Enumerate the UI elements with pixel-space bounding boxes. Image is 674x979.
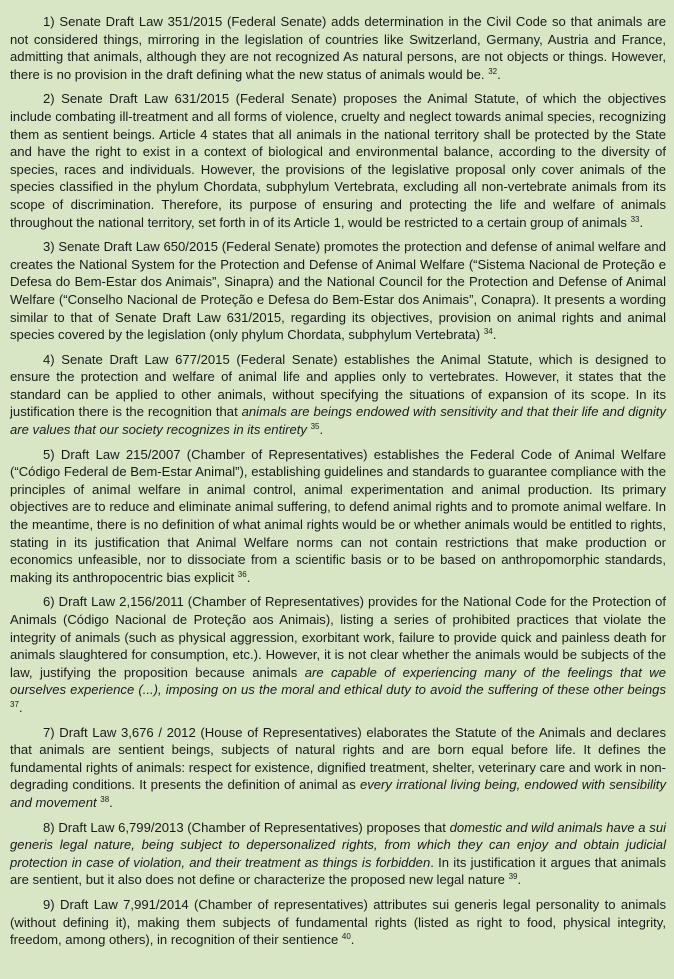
italic-quote: animals are beings endowed with sensitivity and that their life and dignity are values that our society recognizes in its entirety xyxy=(10,404,666,438)
footnote-ref: 34 xyxy=(483,327,493,337)
italic-quote: are capable of experiencing many of the feelings that we ourselves experience (...), imposing on us the moral and ethical duty to avoid the suffering of these other beings xyxy=(10,664,666,698)
footnote-ref: 40 xyxy=(341,932,351,942)
paragraph-8: 8) Draft Law 6,799/2013 (Chamber of Representatives) proposes that domestic and wild animals have a sui generis legal nature, being subject to depersonalized rights, from which they can enjoy and obtain judicial protection in case of violation, and their treatment as things is forbidden. In its justification it argues that animals are sentient, but it also does not define or characterize the proposed new legal nature $^{39}$. xyxy=(10,819,667,888)
paragraph-text: 4) Senate Draft Law 677/2015 (Federal Senate) establishes the Animal Statute, which is designed to ensure the protection and welfare of animal life and applies only to vertebrates. However, it states that the standard can be applied to other animals, without specifying the situations of expansion of its scope. In its justification there is the recognition that xyxy=(10,351,666,420)
paragraph-4: 4) Senate Draft Law 677/2015 (Federal Senate) establishes the Animal Statute, which is designed to ensure the protection and welfare of animal life and applies only to vertebrates. However, it states that the standard can be applied to other animals, without specifying the situations of expansion of its scope. In its justification there is the recognition that animals are beings endowed with sensitivity and that their life and dignity are values that our society recognizes in its entirety $^{35}$. xyxy=(10,351,666,438)
paragraph-text: 5) Draft Law 215/2007 (Chamber of Representatives) establishes the Federal Code of Animal Welfare (“Código Federal de Bem-Estar Animal”), establishing guidelines and standards to guarantee compliance with the principles of animal welfare in animal control, animal experimentation and animal production. Its primary objectives are to reduce and eliminate animal suffering, to defend animal rights and to promote animal welfare. In the meantime, there is no definition of what animal rights would be or whether animals would be entitled to rights, stating in its justification that Animal Welfare norms can not contain restrictions that make production or economics unfeasible, nor to dissociate from a scientific basis or to be based on anthropomorphic standards, making its anthropocentric bias explicit xyxy=(10,446,666,585)
footnote-ref: 38 xyxy=(100,794,110,804)
paragraph-text: 8) Draft Law 6,799/2013 (Chamber of Representatives) proposes that xyxy=(43,819,450,835)
paragraph-text: 6) Draft Law 2,156/2011 (Chamber of Representatives) provides for the National Code for the Protection of Animals (Código Nacional de Proteção aos Animais), listing a series of prohibited practices that violate the integrity of animals (such as physical aggression, exorbitant work, failure to provide quick and painless death for animals slaughtered for consumption, etc.). However, it is not clear whether the animals would be subjects of the law, justifying the proposition because animals xyxy=(10,594,666,680)
paragraph-1: 1) Senate Draft Law 351/2015 (Federal Senate) adds determination in the Civil Code so that animals are not considered things, mirroring in the legislation of countries like Switzerland, Germany, Austria and France, admitting that animals, although they are not recognized As natural persons, are not objects or things. However, there is no provision in the draft defining what the new status of animals would be. $^{32}$. xyxy=(10,14,666,82)
paragraph-9: 9) Draft Law 7,991/2014 (Chamber of representatives) attributes sui generis legal personality to animals (without defining it), making them subjects of fundamental rights (listed as right to food, physical integrity, freedom, among others), in recognition of their sentience $^{40}$. xyxy=(10,896,666,948)
paragraph-2: 2) Senate Draft Law 631/2015 (Federal Senate) proposes the Animal Statute, of which the objectives include combating ill-treatment and all forms of violence, cruelty and neglect towards animal species, recognizing them as sentient beings. Article 4 states that all animals in the national territory shall be protected by the State and have the right to exist in a context of biological and environmental balance, according to the diversity of species, races and individuals. However, the provisions of the legislative proposal only cover animals of the species classified in the phylum Chordata, subphylum Vertebrata, excluding all non-vertebrate animals from its scope of discrimination. Therefore, its purpose of ensuring and protecting the life and welfare of animals throughout the national territory, set forth in of its Article 1, would be restricted to a certain group of animals $^{33}$. xyxy=(10,91,666,230)
paragraph-text: 7) Draft Law 3,676 / 2012 (House of Representatives) elaborates the Statute of the Animals and declares that animals are sentient beings, subjects of natural rights and are born equal before life. It defines the fundamental rights of animals: respect for existence, dignified treatment, shelter, veterinary care and work in non-degrading conditions. It presents the definition of animal as xyxy=(10,724,666,793)
footnote-ref: 39 xyxy=(508,872,518,882)
footnote-ref: 37 xyxy=(10,699,19,709)
paragraph-7: 7) Draft Law 3,676 / 2012 (House of Representatives) elaborates the Statute of the Animals and declares that animals are sentient beings, subjects of natural rights and are born equal before life. It defines the fundamental rights of animals: respect for existence, dignified treatment, shelter, veterinary care and work in non-degrading conditions. It presents the definition of animal as every irrational living being, endowed with sensibility and movement $^{38}$. xyxy=(10,724,666,810)
footnote-ref: 32 xyxy=(488,66,498,76)
paragraph-3: 3) Senate Draft Law 650/2015 (Federal Senate) promotes the protection and defense of animal welfare and creates the National System for the Protection and Defense of Animal Welfare (“Sistema Nacional de Proteção e Defesa do Bem-Estar dos Animais”, Sinapra) and the National Council for the Protection and Defense of Animal Welfare (“Conselho Nacional de Proteção e Defesa do Bem-Estar dos Animais”, Conapra). It presents a wording similar to that of Senate Draft Law 631/2015, regarding its objectives, provision on animal rights and animal species covered by the legislation (only phylum Chordata, subphylum Vertebrata) $^{34}$. xyxy=(10,239,666,343)
paragraph-text: 9) Draft Law 7,991/2014 (Chamber of representatives) attributes sui generis legal personality to animals (without defining it), making them subjects of fundamental rights (listed as right to food, physical integrity, freedom, among others), in recognition of their sentience xyxy=(10,896,666,948)
paragraph-text: 2) Senate Draft Law 631/2015 (Federal Senate) proposes the Animal Statute, of which the objectives include combating ill-treatment and all forms of violence, cruelty and neglect towards animal species, recognizing them as sentient beings. Article 4 states that all animals in the national territory shall be protected by the State and have the right to exist in a context of biological and environmental balance, according to the diversity of species, races and individuals. However, the provisions of the legislative proposal only cover animals of the species classified in the phylum Chordata, subphylum Vertebrata, excluding all non-vertebrate animals from its scope of discrimination. Therefore, its purpose of ensuring and protecting the life and welfare of animals throughout the national territory, set forth in of its Article 1, would be restricted to a certain group of animals xyxy=(10,91,666,230)
paragraph-text: 3) Senate Draft Law 650/2015 (Federal Senate) promotes the protection and defense of animal welfare and creates the National System for the Protection and Defense of Animal Welfare (“Sistema Nacional de Proteção e Defesa do Bem-Estar dos Animais”, Sinapra) and the National Council for the Protection and Defense of Animal Welfare (“Conselho Nacional de Proteção e Defesa do Bem-Estar dos Animais”, Conapra). It presents a wording similar to that of Senate Draft Law 631/2015, regarding its objectives, provision on animal rights and animal species covered by the legislation (only phylum Chordata, subphylum Vertebrata) xyxy=(10,239,666,343)
italic-quote: domestic and wild animals have a sui generis legal nature, being subject to depersonalized rights, from which they can enjoy and obtain judicial protection in case of violation, and their treatment as things is forbidden xyxy=(10,819,667,870)
paragraph-text: 1) Senate Draft Law 351/2015 (Federal Senate) adds determination in the Civil Code so that animals are not considered things, mirroring in the legislation of countries like Switzerland, Germany, Austria and France, admitting that animals, although they are not recognized As natural persons, are not objects or things. However, there is no provision in the draft defining what the new status of animals would be. xyxy=(10,14,666,82)
paragraph-5: 5) Draft Law 215/2007 (Chamber of Representatives) establishes the Federal Code of Animal Welfare (“Código Federal de Bem-Estar Animal”), establishing guidelines and standards to guarantee compliance with the principles of animal welfare in animal control, animal experimentation and animal production. Its primary objectives are to reduce and eliminate animal suffering, to defend animal rights and to promote animal welfare. In the meantime, there is no definition of what animal rights would be or whether animals would be entitled to rights, stating in its justification that Animal Welfare norms can not contain restrictions that make production or economics unfeasible, nor to dissociate from a scientific basis or to be based on anthropomorphic standards, making its anthropocentric bias explicit $^{36}$. xyxy=(10,446,666,585)
paragraph-6: 6) Draft Law 2,156/2011 (Chamber of Representatives) provides for the National Code for the Protection of Animals (Código Nacional de Proteção aos Animais), listing a series of prohibited practices that violate the integrity of animals (such as physical aggression, exorbitant work, failure to provide quick and painless death for animals slaughtered for consumption, etc.). However, it is not clear whether the animals would be subjects of the law, justifying the proposition because animals are capable of experiencing many of the feelings that we ourselves experience (...), imposing on us the moral and ethical duty to avoid the suffering of these other beings $^{37}$. xyxy=(10,594,666,715)
footnote-ref: 35 xyxy=(310,422,320,432)
italic-quote: every irrational living being, endowed with sensibility and movement xyxy=(10,777,666,810)
footnote-ref: 36 xyxy=(237,569,247,579)
footnote-ref: 33 xyxy=(630,214,640,224)
